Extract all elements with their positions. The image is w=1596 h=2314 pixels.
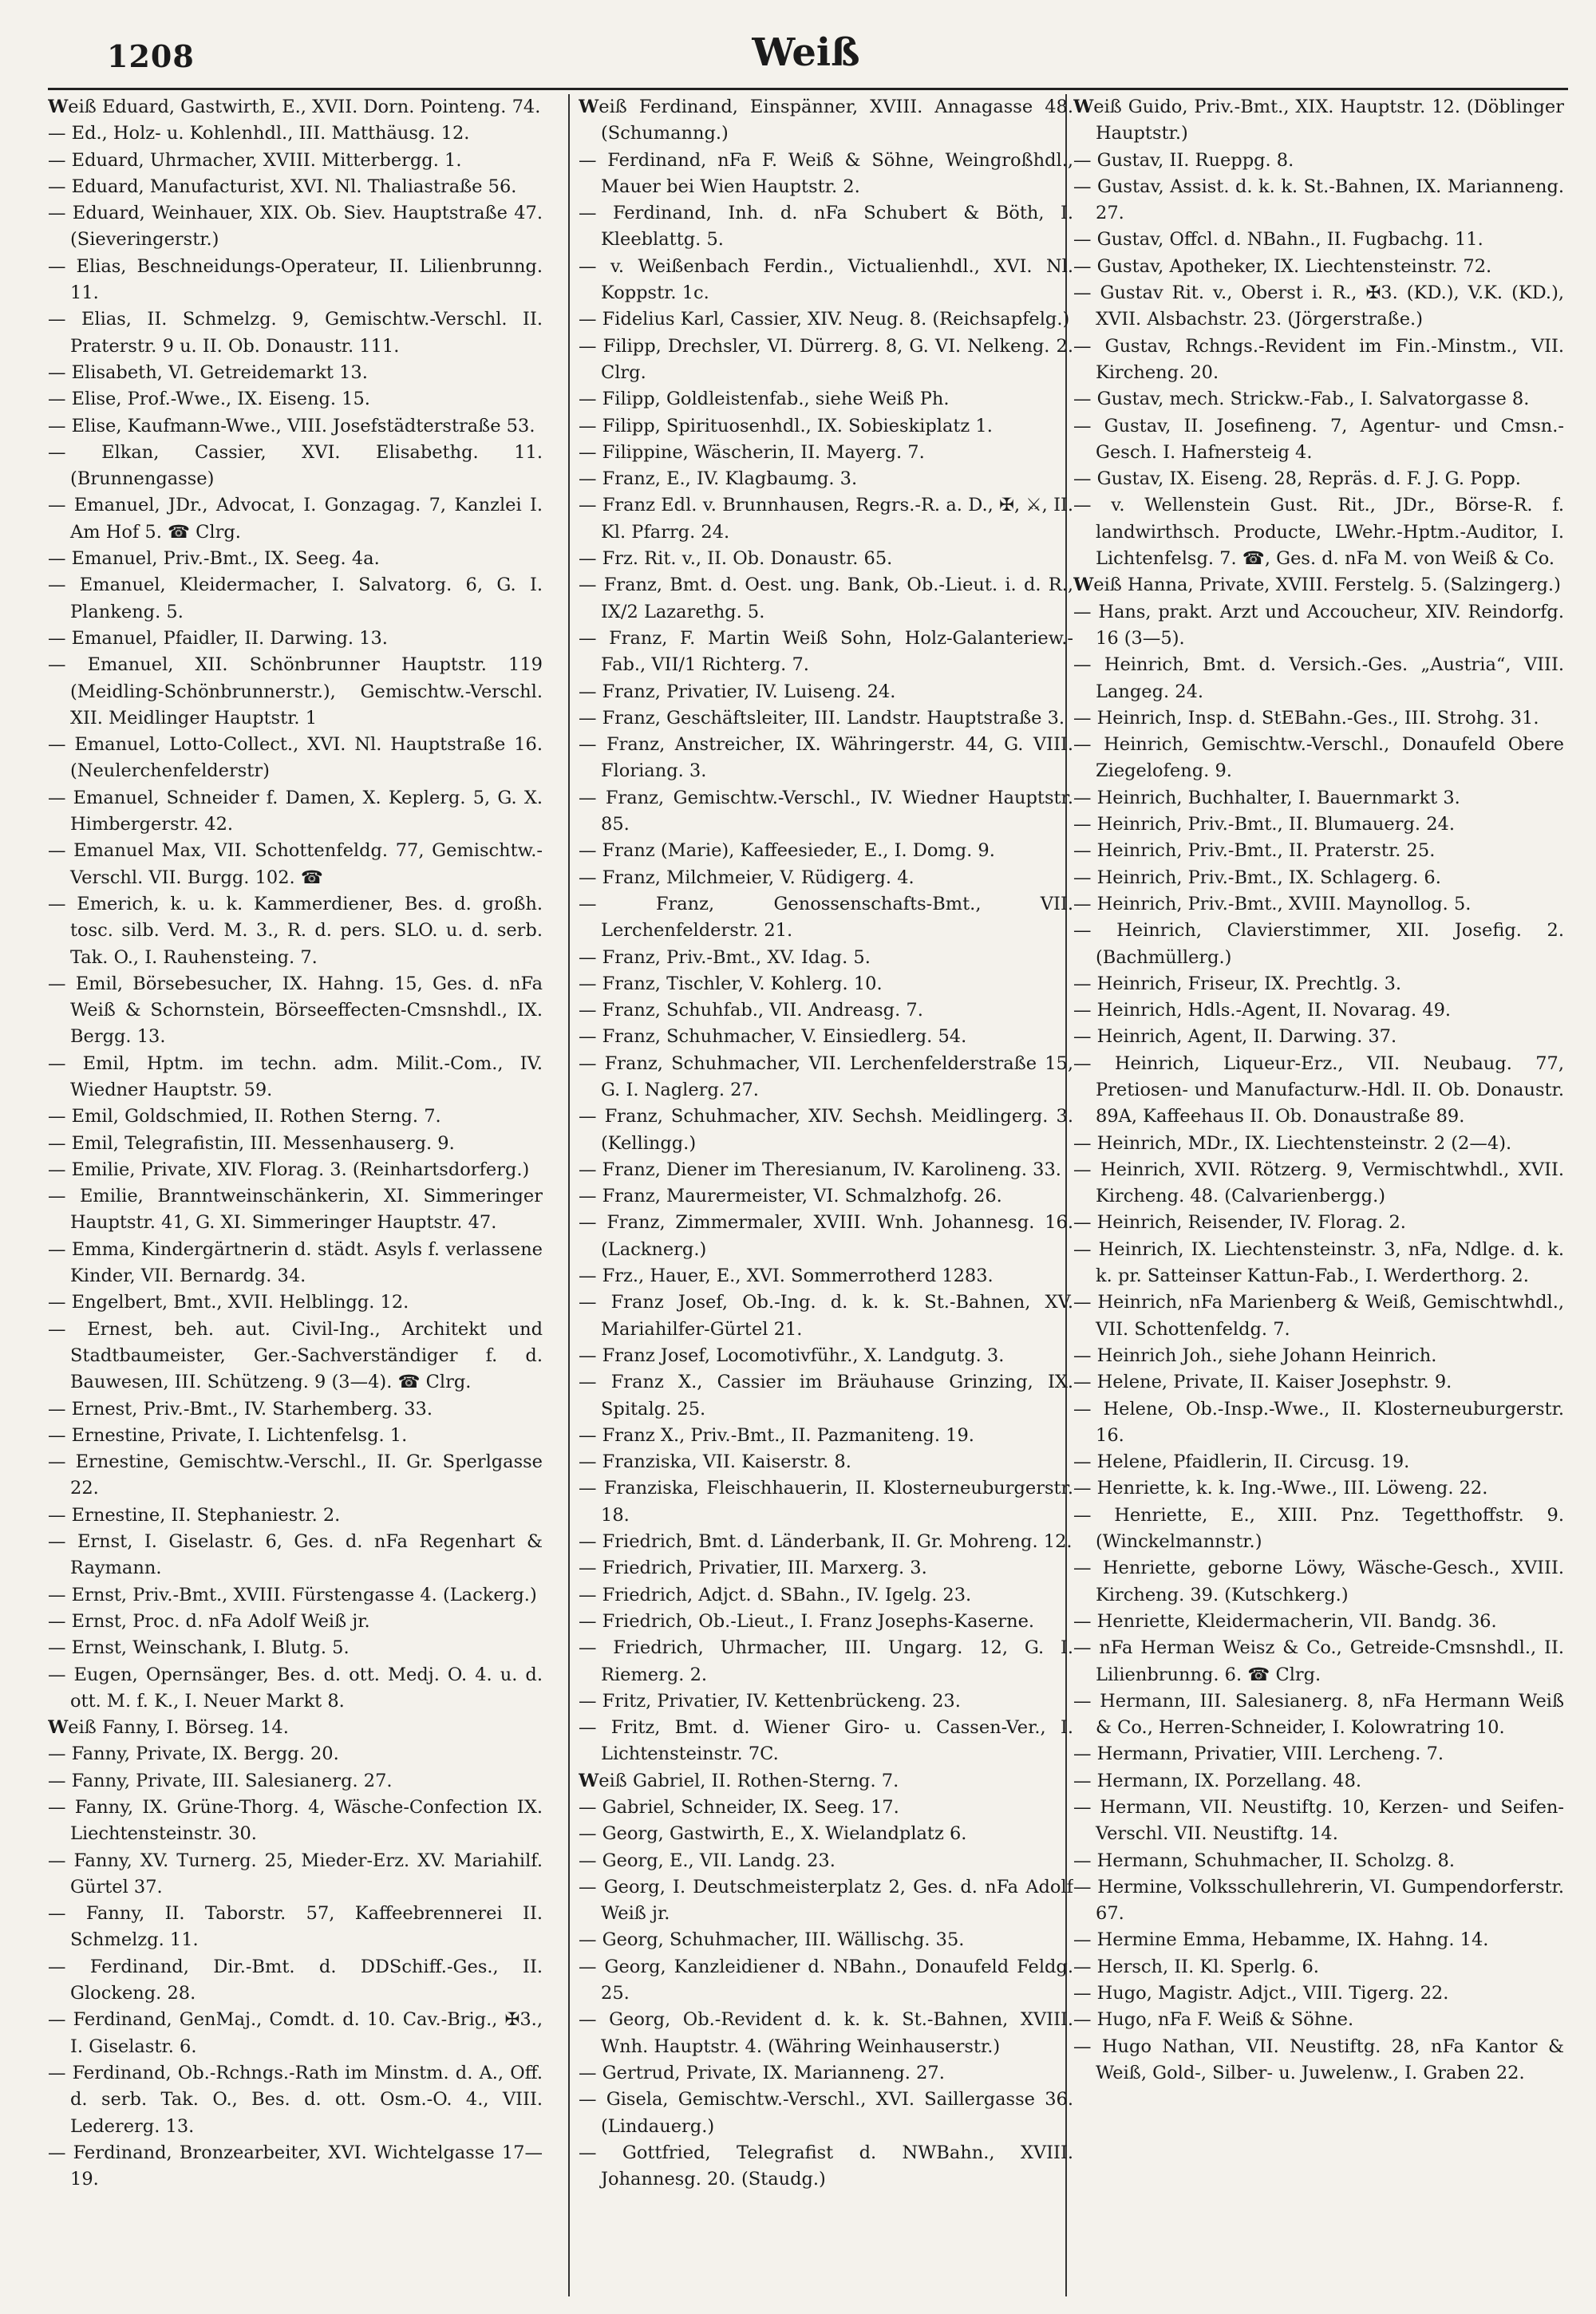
directory-entry: — v. Wellenstein Gust. Rit., JDr., Börse-R. f. landwirthsch. Producte, LWehr.-Hptm.-Auditor, I. Lichtenfelsg. 7. ☎, Ges. d. nFa M. von Weiß & Co. (1073, 495, 1564, 570)
directory-entry: — Friedrich, Bmt. d. Länderbank, II. Gr. Mohreng. 12. (579, 1531, 1073, 1553)
directory-entry: — Emanuel, Lotto-Collect., XVI. Nl. Hauptstraße 16. (Neulerchenfelderstr) (48, 734, 543, 782)
directory-entry: — Fanny, Private, IX. Bergg. 20. (48, 1743, 339, 1765)
directory-entry: — Hermann, Privatier, VIII. Lercheng. 7. (1073, 1743, 1444, 1765)
directory-entry: — Franz, Schuhfab., VII. Andreasg. 7. (579, 1000, 923, 1021)
directory-entry: — Henriette, geborne Löwy, Wäsche-Gesch., XVIII. Kircheng. 39. (Kutschkerg.) (1073, 1558, 1564, 1605)
directory-entry: — Heinrich, Friseur, IX. Prechtlg. 3. (1073, 973, 1402, 994)
directory-entry: — Frz. Rit. v., II. Ob. Donaustr. 65. (579, 548, 893, 570)
directory-entry: — Franz (Marie), Kaffeesieder, E., I. Domg. 9. (579, 840, 995, 862)
directory-entry: — Emanuel, XII. Schönbrunner Hauptstr. 119 (Meidling-Schönbrunnerstr.), Gemischtw.-Verschl. XII. Meidlinger Hauptstr. 1 (48, 654, 543, 729)
directory-entry: — Emma, Kindergärtnerin d. städt. Asyls f. verlassene Kinder, VII. Bernardg. 34. (48, 1238, 543, 1287)
directory-entry: — Gisela, Gemischtw.-Verschl., XVI. Saillergasse 36. (Lindauerg.) (579, 2089, 1073, 2137)
directory-entry: — Emanuel, Priv.-Bmt., IX. Seeg. 4a. (48, 548, 380, 570)
directory-entry: — Gustav, II. Rueppg. 8. (1073, 149, 1294, 171)
directory-entry: — Helene, Private, II. Kaiser Josephstr. 9. (1073, 1372, 1452, 1393)
directory-entry: — Eduard, Manufacturist, XVI. Nl. Thaliastraße 56. (48, 176, 517, 197)
directory-entry: Weiß Guido, Priv.-Bmt., XIX. Hauptstr. 12. (Döblinger Hauptstr.) (1073, 97, 1564, 144)
directory-entry: — Franz, Maurermeister, VI. Schmalzhofg. 26. (579, 1186, 1002, 1207)
directory-entry: — Eduard, Weinhauer, XIX. Ob. Siev. Hauptstraße 47. (Sieveringerstr.) (48, 203, 543, 251)
directory-entry: — Emanuel, Kleidermacher, I. Salvatorg. 6, G. I. Plankeng. 5. (48, 575, 543, 622)
directory-entry: — Hersch, II. Kl. Sperlg. 6. (1073, 1956, 1319, 1977)
directory-entry: — Hugo Nathan, VII. Neustiftg. 28, nFa Kantor & Weiß, Gold-, Silber- u. Juwelenw., I. Graben 22. (1073, 2036, 1564, 2083)
directory-entry: — Gabriel, Schneider, IX. Seeg. 17. (579, 1797, 899, 1818)
directory-entry: — Franz Edl. v. Brunnhausen, Regrs.-R. a. D., ✠, ⚔, II. Kl. Pfarrg. 24. (579, 495, 1073, 543)
directory-entry: — Franz, Zimmermaler, XVIII. Wnh. Johannesg. 16. (Lacknerg.) (579, 1212, 1073, 1260)
directory-entry: — Heinrich, nFa Marienberg & Weiß, Gemischtwhdl., VII. Schottenfeldg. 7. (1073, 1292, 1564, 1340)
directory-entry: — Fanny, IX. Grüne-Thorg. 4, Wäsche-Confection IX. Liechtensteinstr. 30. (48, 1797, 543, 1845)
directory-entry: — Gustav, IX. Eiseng. 28, Repräs. d. F. J. G. Popp. (1073, 468, 1521, 490)
directory-entry: — Franziska, Fleischhauerin, II. Klosterneuburgerstr. 18. (579, 1478, 1073, 1526)
directory-entry: — Emilie, Branntweinschänkerin, XI. Simmeringer Hauptstr. 41, G. XI. Simmeringer Hauptstr. 47. (48, 1186, 543, 1234)
directory-entry: — Hugo, nFa F. Weiß & Söhne. (1073, 2009, 1354, 2031)
directory-entry: — Emil, Hptm. im techn. adm. Milit.-Com., IV. Wiedner Hauptstr. 59. (48, 1052, 543, 1100)
directory-entry: Weiß Gabriel, II. Rothen-Sterng. 7. (579, 1770, 899, 1791)
directory-entry: — Franz, Schuhmacher, VII. Lerchenfelderstraße 15, G. I. Naglerg. 27. (579, 1052, 1073, 1100)
directory-entry: — Elise, Kaufmann-Wwe., VIII. Josefstädterstraße 53. (48, 415, 535, 436)
directory-entry: — Franz, Milchmeier, V. Rüdigerg. 4. (579, 867, 915, 888)
directory-entry: — Franz, Geschäftsleiter, III. Landstr. Hauptstraße 3. (579, 707, 1065, 729)
directory-entry: — Ferdinand, Dir.-Bmt. d. DDSchiff.-Ges., II. Glockeng. 28. (48, 1956, 543, 2004)
directory-entry: — Franz, Privatier, IV. Luiseng. 24. (579, 681, 896, 702)
directory-entry: — Hermann, IX. Porzellang. 48. (1073, 1770, 1362, 1791)
directory-entry: — Georg, E., VII. Landg. 23. (579, 1850, 836, 1871)
directory-entry: — Emil, Goldschmied, II. Rothen Sterng. 7. (48, 1106, 441, 1127)
directory-entry: — Franz, Gemischtw.-Verschl., IV. Wiedner Hauptstr. 85. (579, 787, 1073, 835)
directory-entry: — Heinrich, MDr., IX. Liechtensteinstr. 2 (2—4). (1073, 1132, 1512, 1154)
directory-entry: — Emanuel Max, VII. Schottenfeldg. 77, Gemischtw.-Verschl. VII. Burgg. 102. ☎ (48, 840, 543, 888)
directory-entry: — Henriette, E., XIII. Pnz. Tegetthoffstr. 9. (Winckelmannstr.) (1073, 1504, 1564, 1553)
directory-entry: — Friedrich, Uhrmacher, III. Ungarg. 12, G. I. Riemerg. 2. (579, 1637, 1073, 1685)
directory-entry: — Ferdinand, nFa F. Weiß & Söhne, Weingroßhdl., Mauer bei Wien Hauptstr. 2. (579, 149, 1073, 197)
directory-entry: — Elise, Prof.-Wwe., IX. Eiseng. 15. (48, 389, 370, 410)
directory-entry: — Gertrud, Private, IX. Marianneng. 27. (579, 2062, 945, 2083)
directory-entry: — Engelbert, Bmt., XVII. Helblingg. 12. (48, 1292, 409, 1313)
directory-entry: — Fanny, XV. Turnerg. 25, Mieder-Erz. XV. Mariahilf. Gürtel 37. (48, 1850, 543, 1897)
page-header (48, 30, 1564, 86)
directory-entry: Weiß Hanna, Private, XVIII. Ferstelg. 5. (Salzingerg.) (1073, 575, 1561, 596)
directory-entry: — Emanuel, Pfaidler, II. Darwing. 13. (48, 627, 388, 649)
directory-entry: — Franz, F. Martin Weiß Sohn, Holz-Galanteriew.-Fab., VII/1 Richterg. 7. (579, 627, 1073, 676)
directory-entry: — Frz., Hauer, E., XVI. Sommerrotherd 1283. (579, 1266, 994, 1287)
directory-entry: Weiß Eduard, Gastwirth, E., XVII. Dorn. Pointeng. 74. (48, 97, 541, 117)
directory-entry: — Fritz, Bmt. d. Wiener Giro- u. Cassen-Ver., I. Lichtensteinstr. 7C. (579, 1717, 1073, 1765)
directory-entry: — Hugo, Magistr. Adjct., VIII. Tigerg. 22. (1073, 1983, 1449, 2004)
directory-entry: — Helene, Pfaidlerin, II. Circusg. 19. (1073, 1451, 1410, 1473)
directory-entry: — Gustav, Assist. d. k. k. St.-Bahnen, IX. Marianneng. 27. (1073, 176, 1564, 224)
directory-entry: — Heinrich, Reisender, IV. Florag. 2. (1073, 1212, 1406, 1234)
directory-entry: — Franz Josef, Locomotivführ., X. Landgutg. 3. (579, 1345, 1005, 1366)
directory-entry: — Heinrich, Clavierstimmer, XII. Josefig. 2. (Bachmüllerg.) (1073, 920, 1564, 968)
directory-entry: — Filipp, Drechsler, VI. Dürrerg. 8, G. VI. Nelkeng. 2. Clrg. (579, 335, 1073, 383)
column-1 (48, 94, 543, 2296)
column-divider-1 (568, 94, 570, 2296)
directory-entry: — Hermann, VII. Neustiftg. 10, Kerzen- und Seifen-Verschl. VII. Neustiftg. 14. (1073, 1797, 1564, 1845)
directory-entry: — Heinrich, Priv.-Bmt., XVIII. Maynollog. 5. (1073, 893, 1472, 914)
directory-entry: — Hermine Emma, Hebamme, IX. Hahng. 14. (1073, 1929, 1489, 1951)
directory-entry: — Helene, Ob.-Insp.-Wwe., II. Klosterneuburgerstr. 16. (1073, 1398, 1564, 1446)
directory-entry: — Emilie, Private, XIV. Florag. 3. (Reinhartsdorferg.) (48, 1159, 530, 1180)
directory-entry: Weiß Fanny, I. Börseg. 14. (48, 1717, 289, 1739)
directory-entry: — Heinrich, Liqueur-Erz., VII. Neubaug. 77, Pretiosen- und Manufacturw.-Hdl. II. Ob. Donaustr. 89A, Kaffeehaus II. Ob. Donaustraße 89. (1073, 1052, 1564, 1127)
directory-entry: — Gustav, Apotheker, IX. Liechtensteinstr. 72. (1073, 255, 1492, 277)
directory-entry: — Gottfried, Telegrafist d. NWBahn., XVIII. Johannesg. 20. (Staudg.) (579, 2142, 1073, 2190)
directory-entry: — Friedrich, Privatier, III. Marxerg. 3. (579, 1558, 927, 1579)
running-head-surname: Weiß (752, 30, 860, 75)
directory-entry: — Franz Josef, Ob.-Ing. d. k. k. St.-Bahnen, XV. Mariahilfer-Gürtel 21. (579, 1292, 1073, 1340)
directory-entry: — Fidelius Karl, Cassier, XIV. Neug. 8. (Reichsapfelg.) (579, 309, 1070, 330)
directory-entry: — Heinrich, Priv.-Bmt., II. Blumauerg. 24. (1073, 814, 1455, 835)
directory-entry: — Eugen, Opernsänger, Bes. d. ott. Medj. O. 4. u. d. ott. M. f. K., I. Neuer Markt 8. (48, 1664, 543, 1712)
directory-entry: — Gustav Rit. v., Oberst i. R., ✠3. (KD.), V.K. (KD.), XVII. Alsbachstr. 23. (Jörgerstraße.) (1073, 282, 1564, 330)
directory-entry: — Ferdinand, Bronzearbeiter, XVI. Wichtelgasse 17—19. (48, 2142, 543, 2190)
directory-entry: — Ernestine, Gemischtw.-Verschl., II. Gr. Sperlgasse 22. (48, 1451, 543, 1499)
directory-entry: — Hermann, Schuhmacher, II. Scholzg. 8. (1073, 1850, 1455, 1871)
directory-entry: — Heinrich, Bmt. d. Versich.-Ges. „Austria“, VIII. Langeg. 24. (1073, 654, 1564, 702)
directory-entry: — Franz, Diener im Theresianum, IV. Karolineng. 33. (579, 1159, 1061, 1180)
directory-entry: — Georg, Gastwirth, E., X. Wielandplatz 6. (579, 1823, 967, 1845)
directory-entry: — Heinrich, XVII. Rötzerg. 9, Vermischtwhdl., XVII. Kircheng. 48. (Calvarienbergg.) (1073, 1159, 1564, 1207)
directory-entry: — Heinrich, Priv.-Bmt., II. Praterstr. 25. (1073, 840, 1436, 862)
directory-entry: — Gustav, mech. Strickw.-Fab., I. Salvatorgasse 8. (1073, 389, 1530, 410)
directory-entry: — Franz, Schuhmacher, XIV. Sechsh. Meidlingerg. 3. (Kellingg.) (579, 1106, 1073, 1154)
directory-entry: — nFa Herman Weisz & Co., Getreide-Cmsnshdl., II. Lilienbrunng. 6. ☎ Clrg. (1073, 1637, 1564, 1685)
directory-entry: — Heinrich, Buchhalter, I. Bauernmarkt 3. (1073, 787, 1460, 808)
directory-entry: — Elisabeth, VI. Getreidemarkt 13. (48, 361, 368, 383)
directory-entry: — Franziska, VII. Kaiserstr. 8. (579, 1451, 851, 1473)
directory-entry: — Elkan, Cassier, XVI. Elisabethg. 11. (Brunnengasse) (48, 441, 543, 490)
directory-entry: — Franz, Bmt. d. Oest. ung. Bank, Ob.-Lieut. i. d. R., IX/2 Lazarethg. 5. (579, 575, 1073, 622)
directory-entry: — Heinrich, Agent, II. Darwing. 37. (1073, 1026, 1397, 1048)
directory-entry: — Heinrich, Gemischtw.-Verschl., Donaufeld Obere Ziegelofeng. 9. (1073, 734, 1564, 782)
directory-entry: — Emil, Telegrafistin, III. Messenhauserg. 9. (48, 1132, 455, 1154)
directory-entry: — Gustav, Offcl. d. NBahn., II. Fugbachg. 11. (1073, 229, 1483, 251)
directory-entry: — Franz, E., IV. Klagbaumg. 3. (579, 468, 858, 490)
page-number: 1208 (107, 38, 195, 74)
directory-entry: — Elias, Beschneidungs-Operateur, II. Lilienbrunng. 11. (48, 255, 543, 304)
directory-entry: — Ernst, Priv.-Bmt., XVIII. Fürstengasse 4. (Lackerg.) (48, 1584, 537, 1605)
directory-entry: — Henriette, Kleidermacherin, VII. Bandg. 36. (1073, 1610, 1497, 1632)
directory-entry: — Ernest, Priv.-Bmt., IV. Starhemberg. 33. (48, 1398, 433, 1420)
directory-entry: — Franz X., Priv.-Bmt., II. Pazmaniteng. 19. (579, 1424, 974, 1446)
directory-entry: — Heinrich, Hdls.-Agent, II. Novarag. 49. (1073, 1000, 1452, 1021)
directory-entry: — Heinrich, Insp. d. StEBahn.-Ges., III. Strohg. 31. (1073, 707, 1539, 729)
directory-entry: — Filipp, Goldleistenfab., siehe Weiß Ph. (579, 389, 950, 410)
directory-entry: — Fritz, Privatier, IV. Kettenbrückeng. 23. (579, 1690, 961, 1712)
directory-entry: — Georg, Kanzleidiener d. NBahn., Donaufeld Feldg. 25. (579, 1956, 1073, 2004)
directory-entry: — Gustav, II. Josefineng. 7, Agentur- und Cmsn.-Gesch. I. Hafnersteig 4. (1073, 415, 1564, 463)
directory-entry: — Ferdinand, GenMaj., Comdt. d. 10. Cav.-Brig., ✠3., I. Giselastr. 6. (48, 2009, 543, 2057)
directory-entry: — Heinrich Joh., siehe Johann Heinrich. (1073, 1345, 1437, 1366)
directory-entry: — Henriette, k. k. Ing.-Wwe., III. Löweng. 22. (1073, 1478, 1488, 1499)
column-3 (1073, 94, 1564, 2296)
directory-entry: — Heinrich, IX. Liechtensteinstr. 3, nFa, Ndlge. d. k. k. pr. Satteinser Kattun-Fab., I. Werderthorg. 2. (1073, 1238, 1564, 1287)
directory-entry: — v. Weißenbach Ferdin., Victualienhdl., XVI. Nl. Koppstr. 1c. (579, 255, 1073, 304)
directory-entry: — Georg, Ob.-Revident d. k. k. St.-Bahnen, XVIII. Wnh. Hauptstr. 4. (Währing Weinhauserstr.) (579, 2009, 1073, 2057)
directory-entry: — Franz, Schuhmacher, V. Einsiedlerg. 54. (579, 1026, 967, 1048)
directory-entry: — Ed., Holz- u. Kohlenhdl., III. Matthäusg. 12. (48, 123, 470, 144)
directory-entry: — Friedrich, Adjct. d. SBahn., IV. Igelg. 23. (579, 1584, 972, 1605)
directory-entry: — Emil, Börsebesucher, IX. Hahng. 15, Ges. d. nFa Weiß & Schornstein, Börseeffecten-Cmsnshdl., IX. Bergg. 13. (48, 973, 543, 1048)
directory-entry: — Emerich, k. u. k. Kammerdiener, Bes. d. großh. tosc. silb. Verd. M. 3., R. d. pers. SLO. u. d. serb. Tak. O., I. Rauhensteing. 7. (48, 893, 543, 968)
directory-entry: — Ernst, Proc. d. nFa Adolf Weiß jr. (48, 1610, 370, 1632)
directory-entry: — Franz, Anstreicher, IX. Währingerstr. 44, G. VIII. Floriang. 3. (579, 734, 1073, 782)
directory-entry: — Ernst, Weinschank, I. Blutg. 5. (48, 1637, 350, 1659)
directory-entry: — Hermann, III. Salesianerg. 8, nFa Hermann Weiß & Co., Herren-Schneider, I. Kolowratring 10. (1073, 1690, 1564, 1739)
column-2 (579, 94, 1073, 2296)
directory-entry: Weiß Ferdinand, Einspänner, XVIII. Annagasse 48. (Schumanng.) (579, 97, 1073, 144)
directory-entry: — Eduard, Uhrmacher, XVIII. Mitterbergg. 1. (48, 149, 462, 171)
directory-entry: — Ernest, beh. aut. Civil-Ing., Architekt und Stadtbaumeister, Ger.-Sachverständiger f. d. Bauwesen, III. Schützeng. 9 (3—4). ☎ Clrg. (48, 1318, 543, 1393)
directory-entry: — Ernestine, Private, I. Lichtenfelsg. 1. (48, 1424, 408, 1446)
header-rule (48, 88, 1568, 90)
directory-entry: — Ferdinand, Inh. d. nFa Schubert & Böth, I. Kleeblattg. 5. (579, 203, 1073, 251)
directory-entry: — Emanuel, Schneider f. Damen, X. Keplerg. 5, G. X. Himbergerstr. 42. (48, 787, 543, 835)
directory-entry: — Franz X., Cassier im Bräuhause Grinzing, IX. Spitalg. 25. (579, 1372, 1073, 1420)
directory-entry: — Ernestine, II. Stephaniestr. 2. (48, 1504, 341, 1526)
directory-entry: — Ernst, I. Giselastr. 6, Ges. d. nFa Regenhart & Raymann. (48, 1531, 543, 1579)
directory-entry: — Emanuel, JDr., Advocat, I. Gonzagag. 7, Kanzlei I. Am Hof 5. ☎ Clrg. (48, 495, 543, 543)
directory-entry: — Franz, Genossenschafts-Bmt., VII. Lerchenfelderstr. 21. (579, 893, 1073, 942)
directory-entry: — Filipp, Spirituosenhdl., IX. Sobieskiplatz 1. (579, 415, 993, 436)
directory-entry: — Heinrich, Priv.-Bmt., IX. Schlagerg. 6. (1073, 867, 1441, 888)
directory-entry: — Fanny, II. Taborstr. 57, Kaffeebrennerei II. Schmelzg. 11. (48, 1903, 543, 1951)
directory-entry: — Hans, prakt. Arzt und Accoucheur, XIV. Reindorfg. 16 (3—5). (1073, 601, 1564, 649)
directory-entry: — Franz, Tischler, V. Kohlerg. 10. (579, 973, 883, 994)
directory-entry: — Hermine, Volksschullehrerin, VI. Gumpendorferstr. 67. (1073, 1876, 1564, 1925)
directory-entry: — Georg, I. Deutschmeisterplatz 2, Ges. d. nFa Adolf Weiß jr. (579, 1876, 1073, 1925)
directory-entry: — Gustav, Rchngs.-Revident im Fin.-Minstm., VII. Kircheng. 20. (1073, 335, 1564, 383)
directory-entry: — Ferdinand, Ob.-Rchngs.-Rath im Minstm. d. A., Off. d. serb. Tak. O., Bes. d. ott. Osm.-O. 4., VIII. Ledererg. 13. (48, 2062, 543, 2137)
directory-entry: — Filippine, Wäscherin, II. Mayerg. 7. (579, 441, 925, 463)
directory-entry: — Friedrich, Ob.-Lieut., I. Franz Josephs-Kaserne. (579, 1610, 1035, 1632)
directory-entry: — Elias, II. Schmelzg. 9, Gemischtw.-Verschl. II. Praterstr. 9 u. II. Ob. Donaustr. 111. (48, 309, 543, 357)
directory-entry: — Franz, Priv.-Bmt., XV. Idag. 5. (579, 946, 871, 968)
directory-entry: — Fanny, Private, III. Salesianerg. 27. (48, 1770, 393, 1791)
directory-entry: — Georg, Schuhmacher, III. Wällischg. 35. (579, 1929, 965, 1951)
